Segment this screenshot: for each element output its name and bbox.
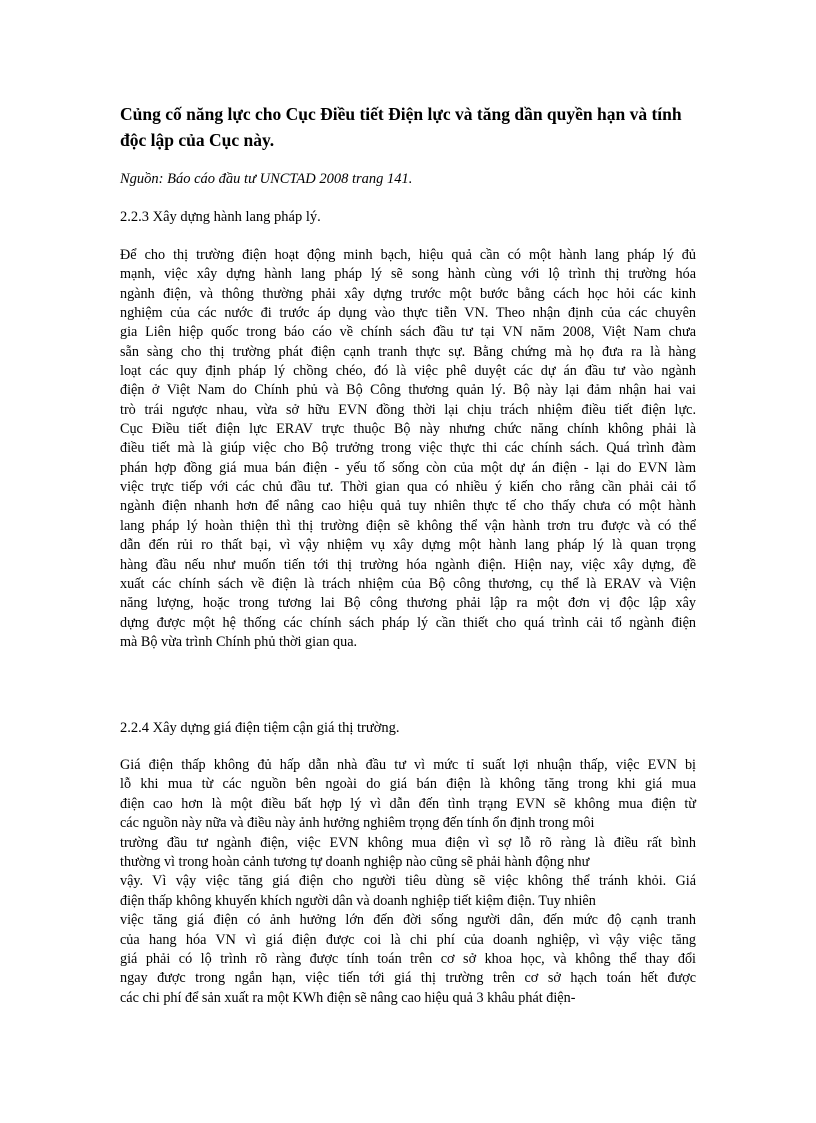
paragraph-line: năng lượng, hoặc trong tương lai Bộ công thương phải lập ra một đơn vị độc lập xây <box>120 595 696 612</box>
paragraph-line: trường đầu tư ngành điện, việc EVN không mua điện vì sợ lỗ rõ ràng là điều rất bình <box>120 834 696 851</box>
paragraph-line: ngành điện, và thông thường phải xây dựng trước một bước bằng cách học hỏi các kinh <box>120 285 696 302</box>
paragraph-line: gia Liên hiệp quốc trong báo cáo về chính sách đầu tư tại VN năm 2008, Việt Nam chưa <box>120 324 696 341</box>
paragraph-line: dựng được một hệ thống các chính sách pháp lý cần thiết cho quá trình cải tổ ngành điện <box>120 614 696 631</box>
paragraph-line: thường vì trong hoàn cảnh tương tự doanh nghiệp nào cũng sẽ phải hành động như <box>120 853 590 870</box>
section-title-electricity-pricing: 2.2.4 Xây dựng giá điện tiệm cận giá thị trường. <box>120 720 400 736</box>
paragraph-line: nghiệm của các nước đi trước áp dụng vào thực tiễn VN. Theo nhận định của các chuyên <box>120 305 696 322</box>
paragraph-line: xuất các chính sách về điện là trách nhiệm của Bộ công thương, cụ thể là ERAV và Viện <box>120 575 696 592</box>
paragraph-line: mà Bộ vừa trình Chính phủ thời gian qua. <box>120 633 358 650</box>
source-citation: Nguồn: Báo cáo đầu tư UNCTAD 2008 trang 141. <box>120 171 413 187</box>
section-body-electricity-pricing <box>120 756 696 1008</box>
paragraph-line: dẫn đến rủi ro thất bại, vì vậy nhiệm vụ xây dựng một hành lang pháp lý là quan trọng <box>120 537 696 554</box>
paragraph-line: điện cao hơn là một điều bất hợp lý vì dẫn đến tình trạng EVN sẽ không mua điện từ <box>120 795 696 812</box>
paragraph-line: lang pháp lý hoàn thiện thì thị trường điện sẽ không thể vận hành trơn tru được và có thể <box>120 517 696 534</box>
section-body-legal-framework <box>120 246 696 652</box>
paragraph-line: của hang hóa VN vì giá điện được coi là chi phí của doanh nghiệp, vì vậy việc tăng <box>120 931 696 948</box>
paragraph-line: giá phải có lộ trình rõ ràng được tính toán trên cơ sở khoa học, và không thể thay đổi <box>120 950 696 967</box>
document-heading: Củng cố năng lực cho Cục Điều tiết Điện lực và tăng dần quyền hạn và tính độc lập của Cục này. <box>120 104 682 150</box>
paragraph-line: phán hợp đồng giá mua bán điện - yếu tố sống còn của một dự án điện - lại do EVN làm <box>120 459 696 476</box>
paragraph-line: điều tiết mà là giúp việc cho Bộ trưởng trong việc thực thi các chính sách. Quá trình đàm <box>120 440 696 457</box>
paragraph-line: mạnh, việc xây dựng hành lang pháp lý sẽ song hành cùng với lộ trình thị trường hóa <box>120 266 696 283</box>
paragraph-line: Giá điện thấp không đủ hấp dẫn nhà đầu tư vì mức tỉ suất lợi nhuận thấp, việc EVN bị <box>120 757 696 773</box>
paragraph-line: trò trái ngược nhau, vừa sở hữu EVN đồng thời lại chịu trách nhiệm điều tiết điện lực. <box>120 401 696 418</box>
paragraph-line: lỗ khi mua từ các nguồn bên ngoài do giá bán điện là không tăng trong khi giá mua <box>120 776 696 793</box>
paragraph-line: sẵn sàng cho thị trường phát điện cạnh tranh thực sự. Bằng chứng mà họ đưa ra là hàng <box>120 343 696 360</box>
paragraph-line: các chi phí để sản xuất ra một KWh điện sẽ nâng cao hiệu quả 3 khâu phát điện- <box>120 989 576 1006</box>
paragraph-line: điện ở Việt Nam do Chính phủ và Bộ Công thương quản lý. Bộ này lại đảm nhận hai vai <box>120 382 696 399</box>
section-title-legal-framework: 2.2.3 Xây dựng hành lang pháp lý. <box>120 209 321 225</box>
paragraph-line: việc trực tiếp với các chủ đầu tư. Thời gian qua có nhiều ý kiến cho rằng cần phải cải tổ <box>120 479 696 496</box>
paragraph-line: Cục Điều tiết điện lực ERAV trực thuộc Bộ này nhưng chức năng chính không phải là <box>120 421 696 438</box>
paragraph-line: vậy. Vì vậy việc tăng giá điện cho người tiêu dùng sẽ việc không thể tránh khỏi. Giá <box>120 873 696 890</box>
paragraph-line: loạt các quy định pháp lý chồng chéo, đó là việc phê duyệt các dự án đầu tư vào ngành <box>120 363 696 380</box>
paragraph-line: ngành điện nhanh hơn để nâng cao hiệu quả tuy nhiên thực tế cho thấy chưa có một hành <box>120 498 696 515</box>
paragraph-line: các nguồn này nữa và điều này ảnh hưởng nghiêm trọng đến tính ổn định trong môi <box>120 815 595 832</box>
paragraph-line: việc tăng giá điện có ảnh hưởng lớn đến đời sống người dân, đến mức độ cạnh tranh <box>120 912 696 929</box>
paragraph-line: ngay được trong ngắn hạn, việc tiến tới giá thị trường trên cơ sở hạch toán hết được <box>120 970 696 987</box>
document-page <box>120 0 696 1123</box>
paragraph-line: Để cho thị trường điện hoạt động minh bạch, hiệu quả cần có một hành lang pháp lý đủ <box>120 247 696 263</box>
paragraph-line: hàng đầu nếu như muốn tiến tới thị trường hóa ngành điện. Hiện nay, việc xây dựng, đề <box>120 556 696 573</box>
paragraph-line: điện thấp không khuyến khích người dân và doanh nghiệp tiết kiệm điện. Tuy nhiên <box>120 892 596 909</box>
